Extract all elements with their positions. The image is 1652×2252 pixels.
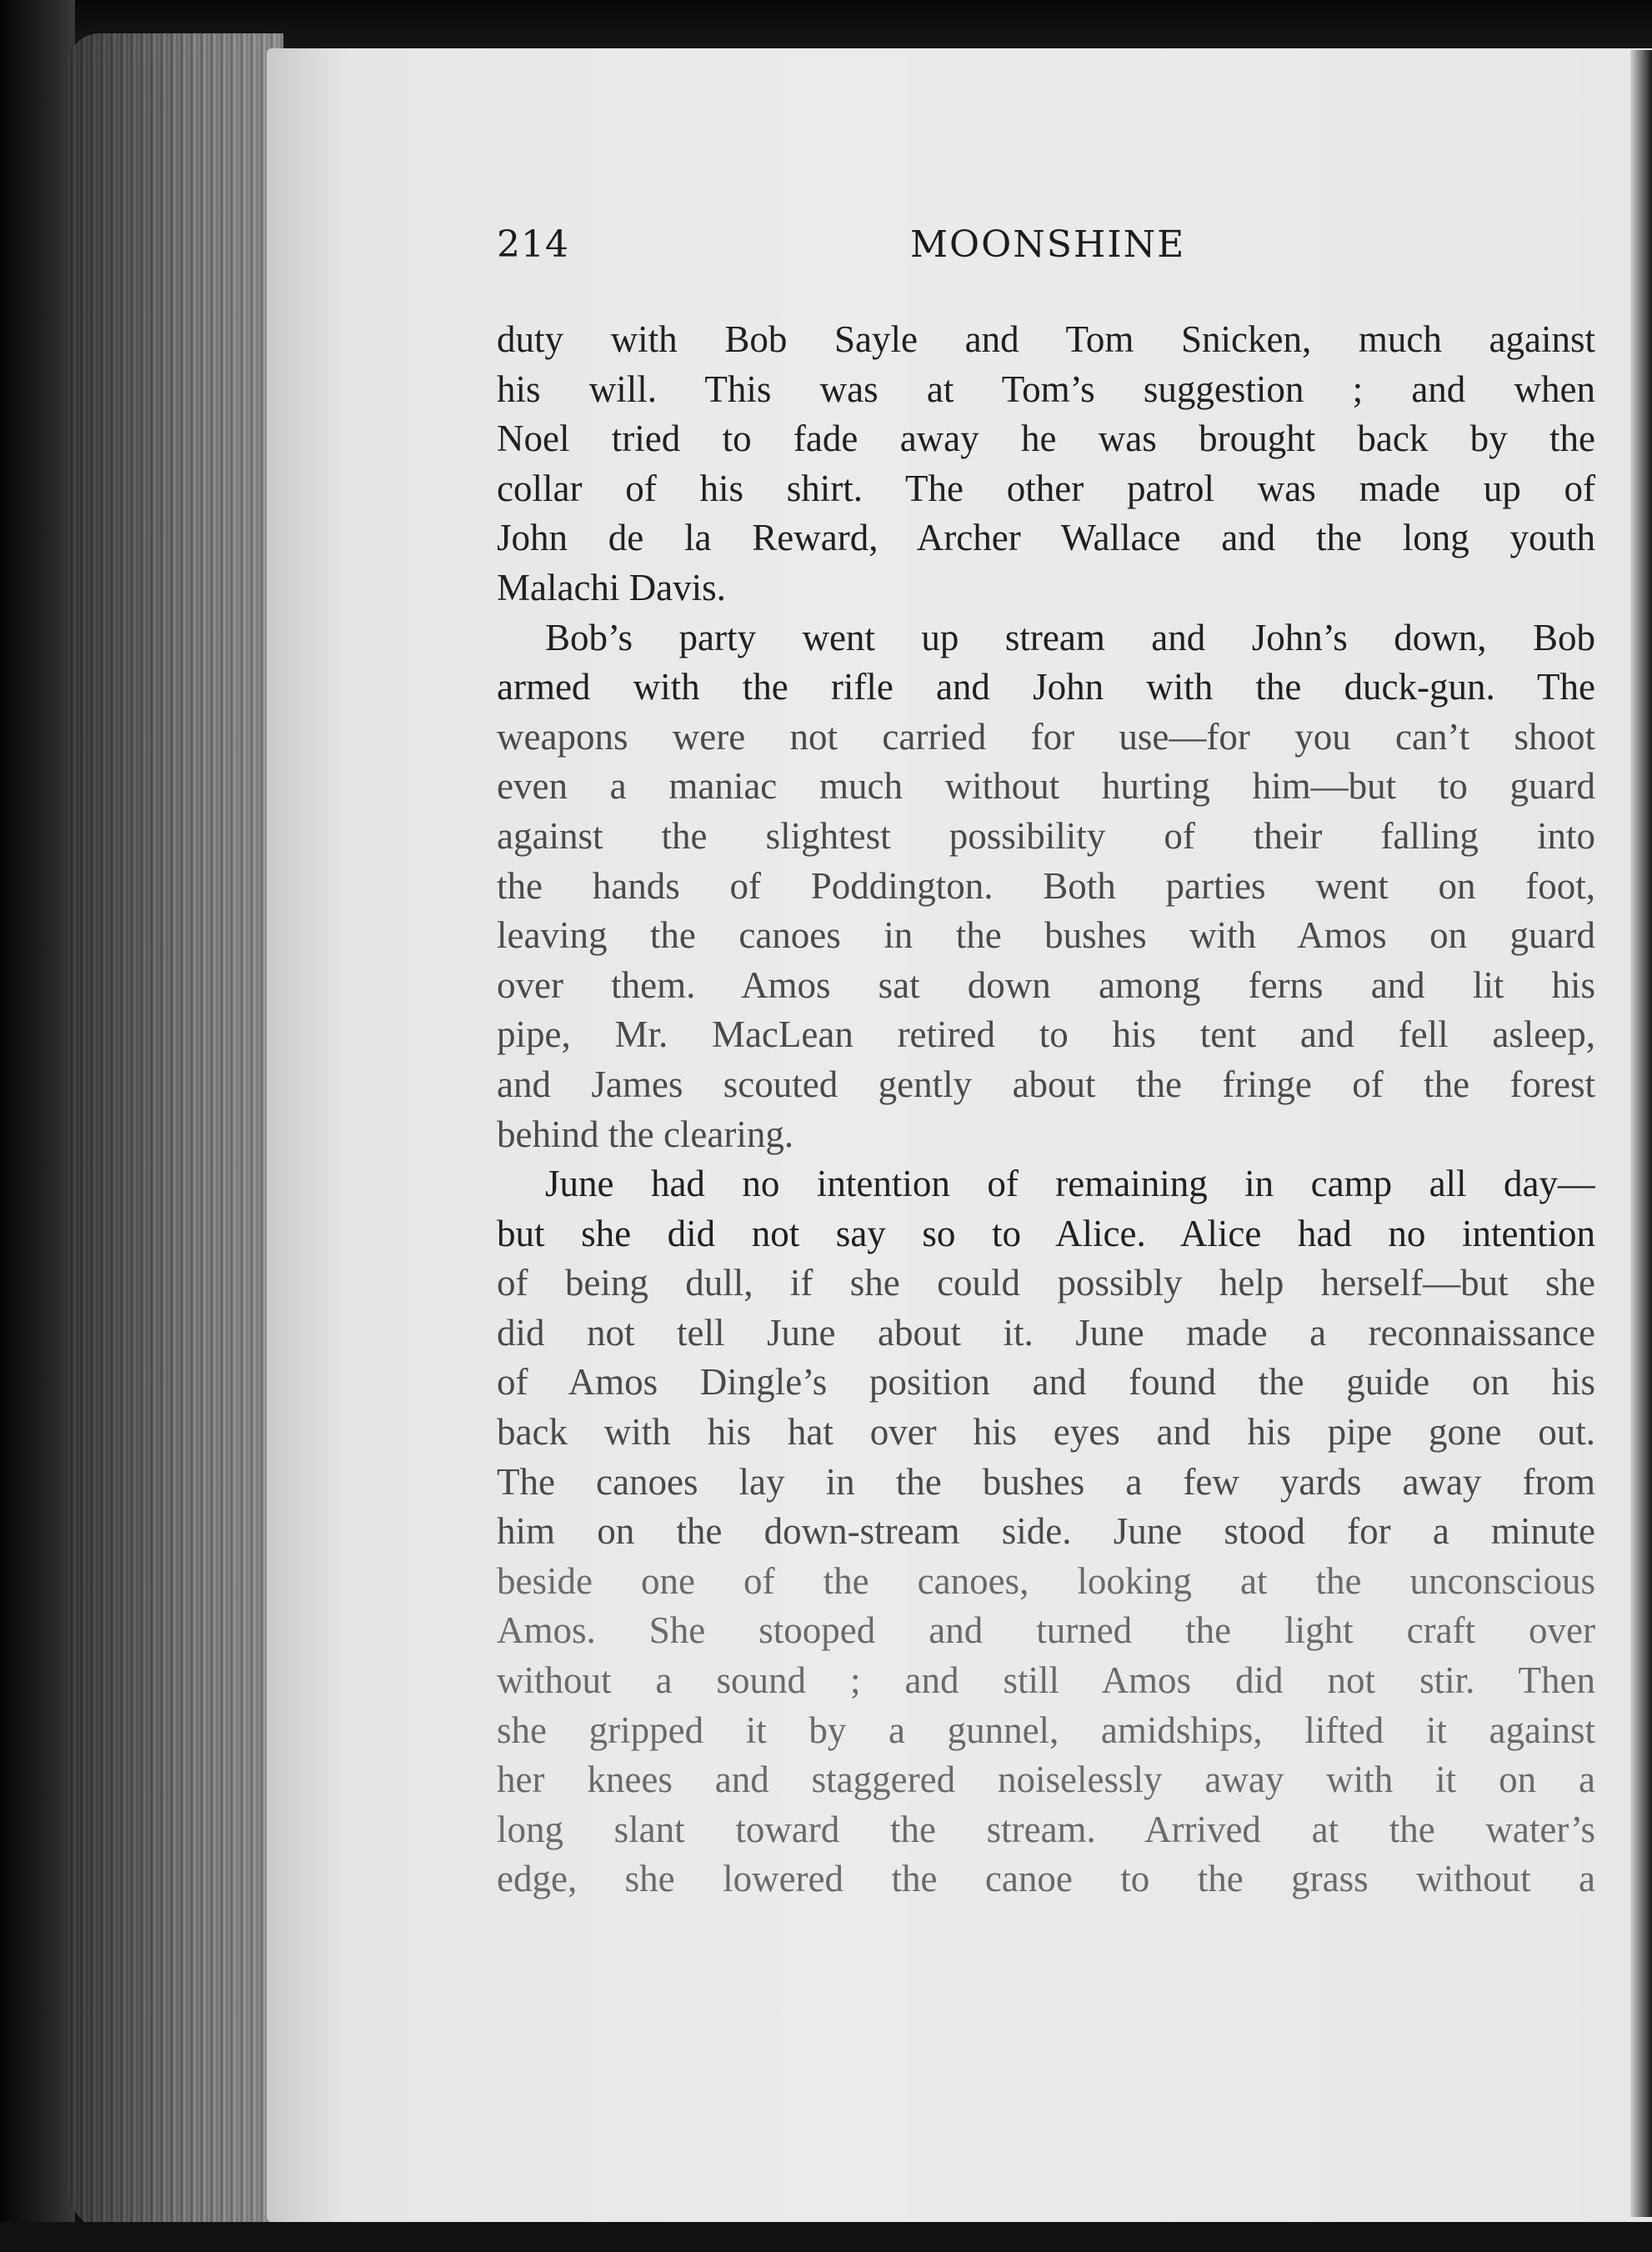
paragraph — [497, 1159, 1595, 1904]
text-line: did not tell June about it. June made a reconnaissance — [497, 1311, 1595, 1354]
text-line: the hands of Poddington. Both parties went on foot, — [497, 864, 1595, 907]
scan-bottom-border — [0, 2222, 1652, 2252]
running-title: MOONSHINE — [910, 223, 1186, 266]
text-line: long slant toward the stream. Arrived at the water’s — [497, 1808, 1595, 1850]
text-line: leaving the canoes in the bushes with Amos on guard — [497, 914, 1595, 957]
text-line: Amos. She stooped and turned the light craft over — [497, 1609, 1595, 1652]
text-line: Bob’s party went up stream and John’s down, Bob — [545, 616, 1595, 658]
text-line: Malachi Davis. — [497, 566, 726, 608]
paragraph — [497, 613, 1595, 1160]
running-head — [497, 218, 1595, 277]
text-line: of being dull, if she could possibly help herself—but she — [497, 1262, 1595, 1304]
text-line: him on the down-stream side. June stood for a minute — [497, 1510, 1595, 1553]
text-line: beside one of the canoes, looking at the unconscious — [497, 1559, 1595, 1602]
text-line: she gripped it by a gunnel, amidships, lifted it against — [497, 1709, 1595, 1751]
text-line: The canoes lay in the bushes a few yards away from — [497, 1460, 1595, 1503]
scan-left-border — [0, 0, 75, 2252]
text-line: duty with Bob Sayle and Tom Snicken, much against — [497, 318, 1595, 360]
text-line: John de la Reward, Archer Wallace and the long youth — [497, 517, 1595, 559]
text-line: against the slightest possibility of their falling into — [497, 814, 1595, 857]
text-line: pipe, Mr. MacLean retired to his tent and fell asleep, — [497, 1013, 1595, 1056]
scan-right-border — [1630, 50, 1652, 2217]
text-line: Noel tried to fade away he was brought back by the — [497, 418, 1595, 460]
text-line: June had no intention of remaining in camp all day— — [545, 1163, 1595, 1205]
text-line: of Amos Dingle’s position and found the guide on his — [497, 1361, 1595, 1404]
text-line: without a sound ; and still Amos did not stir. Then — [497, 1659, 1595, 1702]
page-edges-shadow — [67, 33, 283, 2234]
text-line: collar of his shirt. The other patrol was made up of — [497, 467, 1595, 509]
paragraph — [497, 315, 1595, 613]
text-line: even a maniac much without hurting him—but to guard — [497, 765, 1595, 808]
text-line: edge, she lowered the canoe to the grass without a — [497, 1858, 1595, 1900]
text-line: back with his hat over his eyes and his pipe gone out. — [497, 1411, 1595, 1454]
text-line: armed with the rifle and John with the duck-gun. The — [497, 666, 1595, 708]
text-line: but she did not say so to Alice. Alice had no intention — [497, 1212, 1595, 1254]
page-number: 214 — [497, 223, 569, 266]
body-text — [497, 315, 1595, 1904]
text-line: her knees and staggered noiselessly away with it on a — [497, 1759, 1595, 1801]
text-line: his will. This was at Tom’s suggestion ; and when — [497, 368, 1595, 410]
text-line: behind the clearing. — [497, 1113, 794, 1155]
text-line: over them. Amos sat down among ferns and lit his — [497, 963, 1595, 1006]
text-line: and James scouted gently about the fringe of the forest — [497, 1063, 1595, 1105]
text-line: weapons were not carried for use—for you can’t shoot — [497, 715, 1595, 758]
